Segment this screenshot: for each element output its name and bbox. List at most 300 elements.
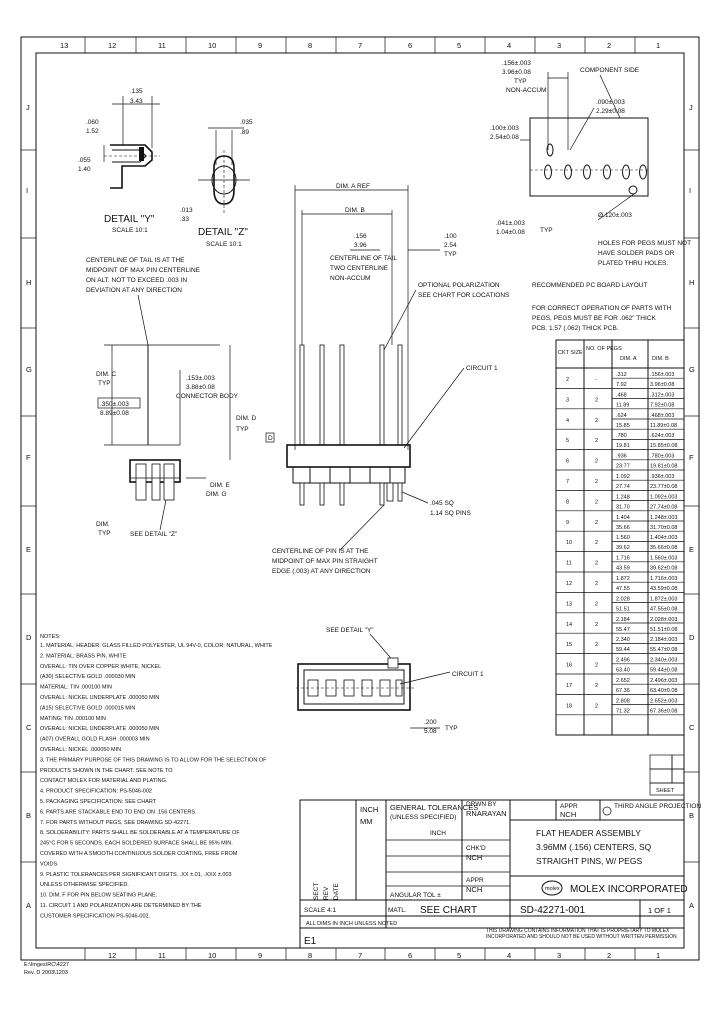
chart-cell-pegs: 2 <box>595 581 599 587</box>
chart-cell-a1: 2.340 <box>616 637 630 644</box>
doc-number: SD-42271-001 <box>520 905 586 916</box>
col-label-top: 12 <box>108 41 117 50</box>
row-label-left: C <box>26 723 32 732</box>
projection-label: THIRD ANGLE PROJECTION <box>614 803 702 810</box>
detail-z-scale: SCALE 10:1 <box>206 241 242 248</box>
row-label-right: E <box>689 545 695 554</box>
chart-cell-b1: 1.248±.003 <box>650 514 678 521</box>
col-label-bottom: 10 <box>208 951 217 960</box>
doc-inch: INCH <box>360 805 379 814</box>
note-line: 11. CIRCUIT 1 AND POLARIZATION ARE DETERMINED BY THE <box>40 903 202 909</box>
detail-y-dim1b: 3.43 <box>130 98 143 105</box>
chart-cell-b2: 47.55±0.08 <box>650 606 678 613</box>
chart-cell-b2: 3.96±0.08 <box>650 382 675 388</box>
chart-cell-ckt: 18 <box>566 703 573 710</box>
side-dim-g: DIM. G <box>206 491 227 498</box>
side-sec2: 3.88±0.08 <box>186 384 215 391</box>
chart-cell-ckt: 3 <box>566 397 570 404</box>
chart-cell-a2: 7.92 <box>616 382 627 388</box>
scale-note: ALL DIMS IN INCH UNLESS NOTED <box>306 921 398 927</box>
bottom-view <box>296 627 484 735</box>
note-line: MATING: TIN .000100 MIN <box>40 715 106 722</box>
chart-cell-b1: .936±.003 <box>650 474 675 480</box>
note-line: 8. SOLDERABILITY: PARTS SHALL BE SOLDERABLE AT A TEMPERATURE OF <box>40 830 240 837</box>
row-label-left: I <box>26 186 29 195</box>
chart-cell-pegs: 2 <box>595 519 599 526</box>
side-dim-f: .350±.003 <box>100 401 129 408</box>
chart-cell-b2: 31.70±0.08 <box>650 524 678 531</box>
note-line: OVERALL: TIN OVER COPPER WHITE, NICKEL <box>40 663 162 670</box>
side-dim-c: DIM. C <box>96 371 117 378</box>
side-typ2: TYP <box>236 426 249 433</box>
main-dim: 2.54 <box>444 242 457 249</box>
chart-cell-ckt: 13 <box>566 601 573 608</box>
chart-cell-b2: 39.62±0.08 <box>650 565 678 572</box>
company-name: MOLEX INCORPORATED <box>570 884 688 895</box>
pcb-dim: .041±.003 <box>496 220 525 227</box>
sheet-boxes <box>650 755 684 795</box>
detail-y-dim2: .060 <box>86 119 99 126</box>
chart-cell-b2: 55.47±0.08 <box>650 647 678 654</box>
footer-left <box>24 962 69 976</box>
chart-cell-a2: 23.77 <box>616 463 630 470</box>
rev-list: SECT <box>313 882 320 900</box>
chart-cell-b1: 1.872±.003 <box>650 596 678 603</box>
bottom-see-detail: SEE DETAIL "Y" <box>326 627 374 634</box>
side-note: MIDPOINT OF MAX PIN CENTERLINE <box>86 267 201 274</box>
side-view-typ: TYP <box>98 530 111 537</box>
note-line: 1. MATERIAL: HEADER: GLASS FILLED POLYESTER, UL 94V-0, COLOR: NATURAL, WHITE <box>40 643 273 649</box>
note-line: COVERED WITH A SMOOTH CONTINUOUS SOLDER COATING, FREE FROM <box>40 851 238 857</box>
chart-cell-ckt: 10 <box>566 540 573 547</box>
col-label-bottom: 3 <box>557 951 562 960</box>
chart-cell-pegs: 2 <box>595 417 599 424</box>
tb-inch: INCH <box>430 830 446 837</box>
detail-y-dim2b: 1.52 <box>86 128 99 135</box>
optional-label: OPTIONAL POLARIZATION <box>418 282 500 289</box>
main-dim-b: DIM. B <box>345 207 365 214</box>
chart-cell-pegs: - <box>595 377 597 383</box>
chart-cell-ckt: 2 <box>566 377 570 383</box>
footer-line: E:\Imges\RC\4227 <box>24 962 69 968</box>
holes-note: HOLES FOR PEGS MUST NOT <box>598 240 692 247</box>
chart-cell-a1: 2.184 <box>616 616 630 623</box>
chart-cell-ckt: 8 <box>566 499 570 506</box>
detail-z-dim2: .013 <box>180 207 193 214</box>
note-line: 3. THE PRIMARY PURPOSE OF THIS DRAWING IS TO ALLOW FOR THE SELECTION OF <box>40 757 267 764</box>
chart-cell-pegs: 2 <box>595 458 599 465</box>
row-label-right: I <box>689 186 692 195</box>
chart-cell-pegs: 2 <box>595 438 599 445</box>
chart-cell-pegs: 2 <box>595 479 599 485</box>
main-note: NON-ACCUM <box>330 275 371 282</box>
col-label-top: 9 <box>258 41 263 50</box>
circuit-label: CIRCUIT 1 <box>466 365 498 372</box>
main-note: CENTERLINE OF TAIL <box>330 255 397 262</box>
row-label-left: G <box>26 365 32 374</box>
pcb-dim: TYP <box>540 227 553 234</box>
rev-code: E1 <box>304 936 317 947</box>
chart-cell-a2: 31.70 <box>616 504 630 511</box>
bottom-circuit: CIRCUIT 1 <box>452 671 484 678</box>
side-dim: DIM. <box>96 521 110 528</box>
row-label-left: A <box>26 901 32 910</box>
row-label-right: G <box>689 365 695 374</box>
row-label-right: J <box>689 103 693 112</box>
detail-z-dim1: .035 <box>240 119 253 126</box>
sheet-number: 1 OF 1 <box>648 906 671 915</box>
appr-label: APPR <box>466 877 484 884</box>
row-label-left: H <box>26 278 32 287</box>
rev-list: REV <box>323 886 330 900</box>
row-label-right: H <box>689 278 695 287</box>
row-label-left: J <box>26 103 30 112</box>
note-line: OVERALL: NICKEL .000050 MIN <box>40 747 122 753</box>
col-label-top: 6 <box>408 41 413 50</box>
chart-cell-a2: 15.85 <box>616 422 630 429</box>
chart-cell-a2: 47.55 <box>616 586 630 592</box>
chart-cell-a1: 1.248 <box>616 494 630 501</box>
chart-cell-pegs: 2 <box>595 397 599 404</box>
col-label-bottom: 5 <box>457 951 462 960</box>
chart-cell-a2: 19.81 <box>616 443 630 450</box>
chart-cell-pegs: 2 <box>595 540 599 547</box>
col-label-bottom: 7 <box>358 951 363 960</box>
chart-cell-ckt: 9 <box>566 519 570 526</box>
chart-cell-pegs: 2 <box>595 683 599 689</box>
row-label-right: C <box>689 723 695 732</box>
note-line: (A30) SELECTIVE GOLD .000030 MIN <box>40 674 136 681</box>
note-line: VOIDS. <box>40 861 59 868</box>
chart-cell-a1: .780 <box>616 433 627 440</box>
chart-cell-a1: 1.716 <box>616 555 630 562</box>
col-label-top: 7 <box>358 41 363 50</box>
chart-cell-a1: 1.404 <box>616 514 630 521</box>
pcb-dim: .090±.003 <box>596 99 625 106</box>
chart-cell-b2: 7.92±0.08 <box>650 402 675 409</box>
detail-y-dim1: .135 <box>130 88 143 95</box>
note-line: 5. PACKAGING SPECIFICATION: SEE CHART <box>40 799 157 805</box>
chart-cell-b1: 1.404±.003 <box>650 535 678 542</box>
chart-cell-pegs: 2 <box>595 642 599 649</box>
chart-cell-ckt: 4 <box>566 417 570 424</box>
center-note: EDGE (.003) AT ANY DIRECTION <box>272 568 371 575</box>
chart-cell-ckt: 15 <box>566 642 573 649</box>
main-dim: .156 <box>354 233 367 240</box>
row-label-right: A <box>689 901 695 910</box>
pcb-note: FOR CORRECT OPERATION OF PARTS WITH <box>532 305 672 312</box>
col-label-bottom: 12 <box>108 951 117 960</box>
datum-label: D <box>268 435 273 442</box>
col-label-bottom: 1 <box>656 951 661 960</box>
note-line: UNLESS OTHERWISE SPECIFIED. <box>40 882 129 889</box>
chart-cell-a2: 39.62 <box>616 545 630 552</box>
pcb-note: PCB. 1.57 (.062) THICK PCB. <box>532 325 619 332</box>
chart-cell-a1: .624 <box>616 412 627 419</box>
note-line: 9. PLASTIC TOLERANCES PER SIGNIFICANT DIGITS. .XX ±.01, .XXX ±.003 <box>40 871 232 878</box>
main-dim: .100 <box>444 233 457 240</box>
col-label-top: 13 <box>60 41 69 50</box>
drawn-by: RNARAYAN <box>466 809 507 818</box>
chart-cell-a2: 11.89 <box>616 402 630 409</box>
note-line: CUSTOMER SPECIFICATION PS-5046-002. <box>40 913 151 920</box>
chart-cell-ckt: 12 <box>566 581 573 587</box>
note-line: MATERIAL: TIN .000100 MIN <box>40 684 112 691</box>
chart-cell-b1: .468±.003 <box>650 412 675 419</box>
chart-cell-a1: 2.652 <box>616 678 630 684</box>
pcb-dim: 2.29±0.08 <box>596 108 625 115</box>
main-front-view <box>266 183 510 575</box>
note-line: 4. PRODUCT SPECIFICATION: PS-5046-002 <box>40 788 152 795</box>
side-dim-e: DIM. E <box>210 482 230 489</box>
chart-cell-b2: 15.85±0.08 <box>650 443 678 450</box>
detail-z-dim1b: .89 <box>240 129 250 136</box>
chart-cell-b2: 19.81±0.08 <box>650 463 678 470</box>
product-name-line: FLAT HEADER ASSEMBLY <box>536 828 641 838</box>
side-note: CENTERLINE OF TAIL IS AT THE <box>86 257 185 264</box>
chk-label: CHK'D <box>466 845 486 852</box>
chart-table <box>556 340 684 735</box>
notes-title: NOTES: <box>40 634 61 640</box>
row-label-right: F <box>689 453 694 462</box>
note-line: 6. PARTS ARE STACKABLE END TO END ON .156 CENTERS. <box>40 809 197 816</box>
side-conn: CONNECTOR BODY <box>176 393 238 400</box>
col-label-top: 5 <box>457 41 462 50</box>
chart-cell-a1: 1.560 <box>616 535 630 542</box>
note-line: 7. FOR PARTS WITHOUT PEGS, SEE DRAWING SD-42271. <box>40 819 191 826</box>
sheet-label: SHEET <box>656 788 675 794</box>
chart-cell-pegs: 2 <box>595 621 599 628</box>
col-label-bottom: 8 <box>308 951 313 960</box>
chart-header: CKT SIZE <box>558 350 583 356</box>
chart-ref: SEE CHART <box>420 905 478 916</box>
col-label-bottom: 4 <box>507 951 512 960</box>
chart-cell-ckt: 11 <box>566 560 572 567</box>
chart-cell-ckt: 17 <box>566 683 573 689</box>
chart-cell-a2: 43.59 <box>616 565 630 572</box>
chart-cell-a2: 67.36 <box>616 688 630 694</box>
detail-y-title: DETAIL "Y" <box>104 214 155 225</box>
title-block <box>300 800 701 948</box>
note-line: CONTACT MOLEX FOR MATERIAL AND PLATING. <box>40 778 168 785</box>
note-line: 10. DIM. F FOR PIN BELOW SEATING PLANE. <box>40 892 158 899</box>
chart-cell-b1: 1.716±.003 <box>650 576 678 582</box>
chart-cell-b2: 23.77±0.08 <box>650 484 678 490</box>
col-label-top: 10 <box>208 41 217 50</box>
chart-cell-a1: 1.872 <box>616 576 630 582</box>
chart-cell-ckt: 14 <box>566 621 573 628</box>
checked-by: NCH <box>466 853 483 862</box>
chart-cell-b2: 59.44±0.08 <box>650 667 678 674</box>
pcb-dim: COMPONENT SIDE <box>580 67 640 74</box>
center-note: CENTERLINE OF PIN IS AT THE <box>272 548 369 555</box>
note-line: 245°C FOR 5 SECONDS. EACH SOLDERED SURFACE SHALL BE 95% MIN. <box>40 840 233 847</box>
chart-cell-a2: 35.66 <box>616 524 630 531</box>
col-label-bottom: 11 <box>158 951 166 960</box>
chart-cell-ckt: 16 <box>566 662 573 669</box>
bottom-dim2: 5.08 <box>424 728 437 735</box>
chart-cell-b1: 2.184±.003 <box>650 637 678 644</box>
col-label-top: 3 <box>557 41 562 50</box>
chart-cell-pegs: 2 <box>595 499 599 506</box>
bottom-dim: .200 <box>424 719 437 726</box>
side-note: ON ALT. NOT TO EXCEED .003 IN <box>86 277 188 284</box>
chart-cell-a2: 63.40 <box>616 667 630 674</box>
chart-cell-a2: 71.32 <box>616 708 630 715</box>
pcb-layout <box>490 60 691 332</box>
doc-mm: MM <box>360 817 373 826</box>
tb-mat: MATL. <box>388 907 407 914</box>
detail-z-dim2b: .33 <box>180 216 190 223</box>
side-see-detail: SEE DETAIL "Z" <box>130 531 178 538</box>
chart-cell-b1: 1.560±.003 <box>650 555 678 562</box>
detail-y-dim3b: 1.40 <box>78 166 91 173</box>
pins-label: 1.14 SQ PINS <box>430 510 471 517</box>
pcb-dim: 3.96±0.08 <box>502 69 531 76</box>
chart-cell-b1: .780±.003 <box>650 453 675 460</box>
chart-cell-a2: 59.44 <box>616 647 630 654</box>
chart-cell-b1: 2.652±.003 <box>650 698 678 705</box>
main-note: TWO CENTERLINE <box>330 265 389 272</box>
chart-cell-ckt: 7 <box>566 479 570 485</box>
center-note: MIDPOINT OF MAX PIN STRAIGHT <box>272 558 378 565</box>
col-label-bottom: 2 <box>607 951 612 960</box>
chart-cell-pegs: 2 <box>595 560 599 567</box>
pcb-dim: .100±.003 <box>490 125 519 132</box>
chart-cell-a1: 2.496 <box>616 657 630 664</box>
side-dim-f2: 8.89±0.08 <box>100 410 129 417</box>
chart-cell-b1: .156±.003 <box>650 372 675 378</box>
side-note: DEVIATION AT ANY DIRECTION <box>86 287 182 294</box>
chart-cell-a1: .936 <box>616 453 627 460</box>
drawn-label: DRWN BY <box>466 801 497 808</box>
molex-logo-text: molex <box>545 886 560 892</box>
chart-cell-a1: 2.808 <box>616 698 630 705</box>
chart-cell-b1: .624±.003 <box>650 433 675 440</box>
chart-cell-a1: 1.092 <box>616 474 630 480</box>
layout-title: RECOMMENDED PC BOARD LAYOUT <box>532 282 648 289</box>
pcb-dim: Ø.120±.003 <box>598 212 632 219</box>
main-dim: 3.96 <box>354 242 367 249</box>
chart-cell-pegs: 2 <box>595 703 599 710</box>
side-sec: .153±.003 <box>186 375 215 382</box>
tb-appr: APPR <box>560 803 578 810</box>
proprietary-notice: THIS DRAWING CONTAINS INFORMATION THAT IS PROPRIETARY TO MOLEX INCORPORATED AND SHOULD NOT BE USED WITHOUT WRITTEN PERMISSION <box>486 928 677 940</box>
pins-label: .045 SQ <box>430 500 454 507</box>
chart-cell-pegs: 2 <box>595 601 599 608</box>
side-view <box>86 257 257 538</box>
chart-cell-b2: 27.74±0.08 <box>650 504 678 511</box>
row-label-left: F <box>26 453 31 462</box>
col-label-top: 4 <box>507 41 512 50</box>
chart-cell-a1: 2.028 <box>616 596 630 603</box>
product-name-line: STRAIGHT PINS, W/ PEGS <box>536 856 643 866</box>
main-dim-a: DIM. A REF <box>336 183 370 190</box>
detail-z <box>180 119 253 248</box>
detail-y-dim3: .055 <box>78 157 91 164</box>
row-label-left: D <box>26 633 32 642</box>
col-label-bottom: 6 <box>408 951 413 960</box>
side-dim-d: DIM. D <box>236 415 257 422</box>
tolerances-title: GENERAL TOLERANCES <box>390 803 479 812</box>
chart-cell-b1: 2.028±.003 <box>650 616 678 623</box>
chart-cell-ckt: 5 <box>566 438 570 445</box>
holes-note: PLATED THRU HOLES. <box>598 260 669 267</box>
chart-cell-b1: .312±.003 <box>650 392 675 399</box>
row-label-right: B <box>689 811 695 820</box>
chart-cell-b2: 35.66±0.08 <box>650 545 678 552</box>
row-label-left: B <box>26 811 32 820</box>
chart-cell-b2: 63.40±0.08 <box>650 688 678 694</box>
note-line: PRODUCTS SHOWN IN THE CHART. SEE NOTE TO <box>40 767 173 774</box>
notes-block <box>40 634 273 919</box>
tb-appr-val: NCH <box>560 810 577 819</box>
tb-angular: ANGULAR TOL ± <box>390 892 441 899</box>
bottom-typ: TYP <box>445 725 458 732</box>
note-line: (A07) OVERALL GOLD FLASH .000003 MIN <box>40 736 150 743</box>
col-label-top: 8 <box>308 41 313 50</box>
pcb-dim: 2.54±0.08 <box>490 134 519 141</box>
detail-z-title: DETAIL "Z" <box>198 227 248 238</box>
pcb-note: PEGS, PEGS MUST BE FOR .062" THICK <box>532 315 656 322</box>
col-label-top: 2 <box>607 41 612 50</box>
note-line: (A15) SELECTIVE GOLD .000015 MIN <box>40 705 136 712</box>
detail-y <box>78 88 160 234</box>
chart-cell-b2: 67.36±0.08 <box>650 708 678 715</box>
pcb-dim: NON-ACCUM <box>506 87 547 94</box>
rev-list: DATE <box>333 883 340 900</box>
chart-cell-ckt: 6 <box>566 458 570 465</box>
footer-line: Rev. D 2003\1203 <box>24 970 68 976</box>
chart-cell-b1: 1.092±.003 <box>650 494 678 501</box>
main-dim: TYP <box>444 251 457 258</box>
note-line: OVERALL: NICKEL UNDERPLATE .000050 MIN <box>40 726 160 733</box>
chart-cell-b2: 11.89±0.08 <box>650 422 678 429</box>
chart-cell-b2: 43.59±0.08 <box>650 586 678 592</box>
row-label-right: D <box>689 633 695 642</box>
approved-by: NCH <box>466 885 483 894</box>
chart-cell-b2: 51.51±0.08 <box>650 626 678 633</box>
chart-cell-a1: .312 <box>616 372 627 378</box>
holes-note: HAVE SOLDER PADS OR <box>598 250 675 257</box>
note-line: OVERALL: NICKEL UNDERPLATE .000050 MIN <box>40 695 160 701</box>
optional-label: SEE CHART FOR LOCATIONS <box>418 292 510 299</box>
chart-cell-b1: 2.340±.003 <box>650 657 678 664</box>
chart-header: NO. OF PEGS <box>586 346 622 352</box>
chart-cell-b1: 2.496±.003 <box>650 678 678 684</box>
detail-y-scale: SCALE 10:1 <box>112 227 148 234</box>
chart-cell-a2: 27.74 <box>616 484 630 490</box>
pcb-dim: 1.04±0.08 <box>496 229 525 236</box>
product-name-line: 3.96MM (.156) CENTERS, SQ <box>536 842 652 852</box>
chart-cell-pegs: 2 <box>595 662 599 669</box>
tolerances-sub: (UNLESS SPECIFIED) <box>390 814 457 821</box>
pcb-dim: .156±.003 <box>502 60 531 67</box>
side-typ: TYP <box>98 380 111 387</box>
row-label-left: E <box>26 545 32 554</box>
scale-label: SCALE 4:1 <box>304 907 337 914</box>
col-label-top: 11 <box>158 41 166 50</box>
col-label-top: 1 <box>656 41 661 50</box>
col-label-bottom: 9 <box>258 951 263 960</box>
note-line: 2. MATERIAL: BRASS PIN, WHITE <box>40 653 127 660</box>
chart-header: DIM. B <box>652 356 669 362</box>
chart-cell-a1: .468 <box>616 392 627 399</box>
pcb-dim: TYP <box>514 78 527 85</box>
chart-header: DIM. A <box>620 356 637 362</box>
chart-cell-a2: 51.51 <box>616 606 630 613</box>
chart-cell-a2: 55.47 <box>616 626 630 633</box>
